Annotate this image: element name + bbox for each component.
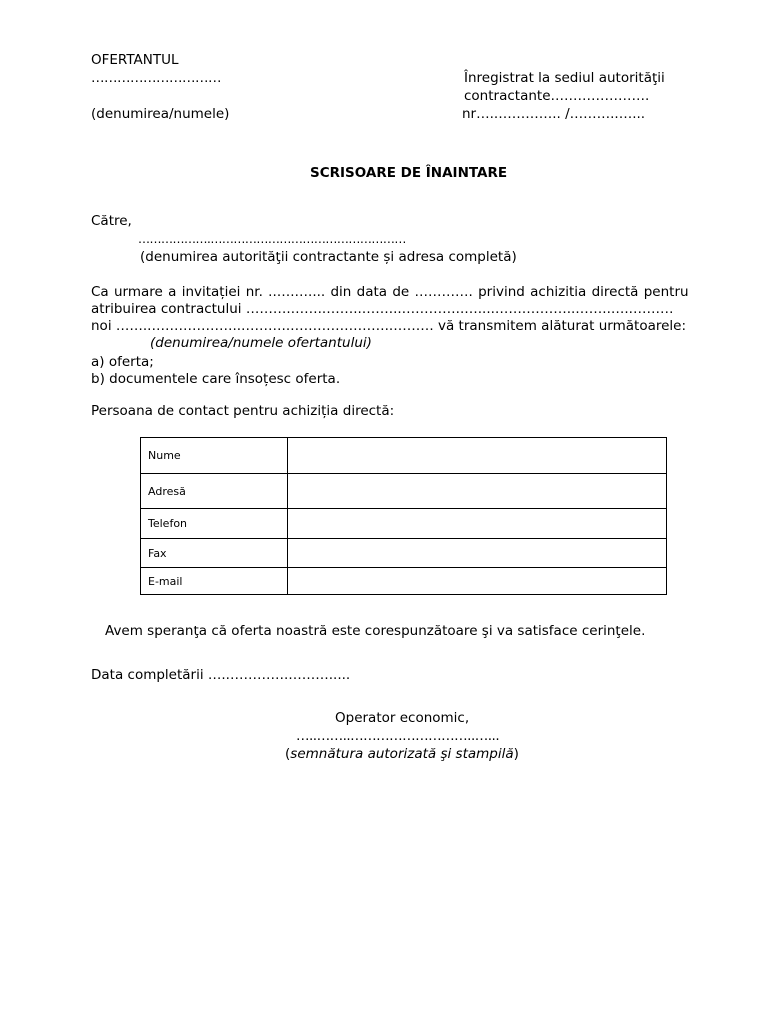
closing-sentence: Avem speranţa că oferta noastră este corespunzătoare şi va satisface cerinţele. xyxy=(105,623,646,639)
table-row xyxy=(141,509,667,539)
list-item-oferta: a) oferta; xyxy=(91,354,154,370)
contact-table xyxy=(140,437,667,595)
ofertant-label: OFERTANTUL xyxy=(91,52,179,68)
ofertant-name-hint-italic: (denumirea/numele ofertantului) xyxy=(150,335,372,351)
table-row xyxy=(141,438,667,474)
date-completion: Data completării …..………….………..... xyxy=(91,667,351,683)
table-cell-value xyxy=(288,539,667,568)
list-item-documente: b) documentele care însoțesc oferta. xyxy=(91,371,341,387)
table-cell-label: E-mail xyxy=(141,568,288,595)
table-row xyxy=(141,539,667,568)
registration-line-1: Înregistrat la sediul autorităţii xyxy=(464,70,665,86)
table-cell-label: Fax xyxy=(141,539,288,568)
ofertant-dots: ………………………… xyxy=(91,70,221,86)
ofertant-name-hint: (denumirea/numele) xyxy=(91,106,230,122)
signature-dots: …..……..………………………..…... xyxy=(296,728,500,744)
table-cell-value xyxy=(288,568,667,595)
table-row xyxy=(141,474,667,509)
registration-number: nr…..………….. /………..…... xyxy=(462,106,646,122)
table-row xyxy=(141,568,667,595)
table-cell-label: Adresă xyxy=(141,474,288,509)
table-cell-label: Telefon xyxy=(141,509,288,539)
body-line-2: atribuirea contractului ……….……..……..……...…………..…....…….………..……..…..……… xyxy=(91,301,674,317)
body-line-1: Ca urmare a invitației nr. ..….….... din data de …………. privind achizitia directă pentru xyxy=(91,284,689,300)
signature-role: Operator economic, xyxy=(335,710,470,726)
body-line-3: noi ……..………………..………..…………………..……… vă transmitem alăturat următoarele: xyxy=(91,318,687,334)
table-cell-value xyxy=(288,474,667,509)
page-title: SCRISOARE DE ÎNAINTARE xyxy=(310,165,508,181)
table-cell-value xyxy=(288,438,667,474)
table-cell-value xyxy=(288,509,667,539)
recipient-dots: ……………….…………………………………………… xyxy=(138,232,406,246)
table-cell-label: Nume xyxy=(141,438,288,474)
contact-heading: Persoana de contact pentru achiziția directă: xyxy=(91,403,395,419)
registration-line-2: contractante…………………. xyxy=(464,88,650,104)
recipient-to: Către, xyxy=(91,213,132,229)
recipient-hint: (denumirea autorităţii contractante și adresa completă) xyxy=(140,249,517,265)
signature-hint: (semnătura autorizată şi stampilă) xyxy=(285,746,519,762)
